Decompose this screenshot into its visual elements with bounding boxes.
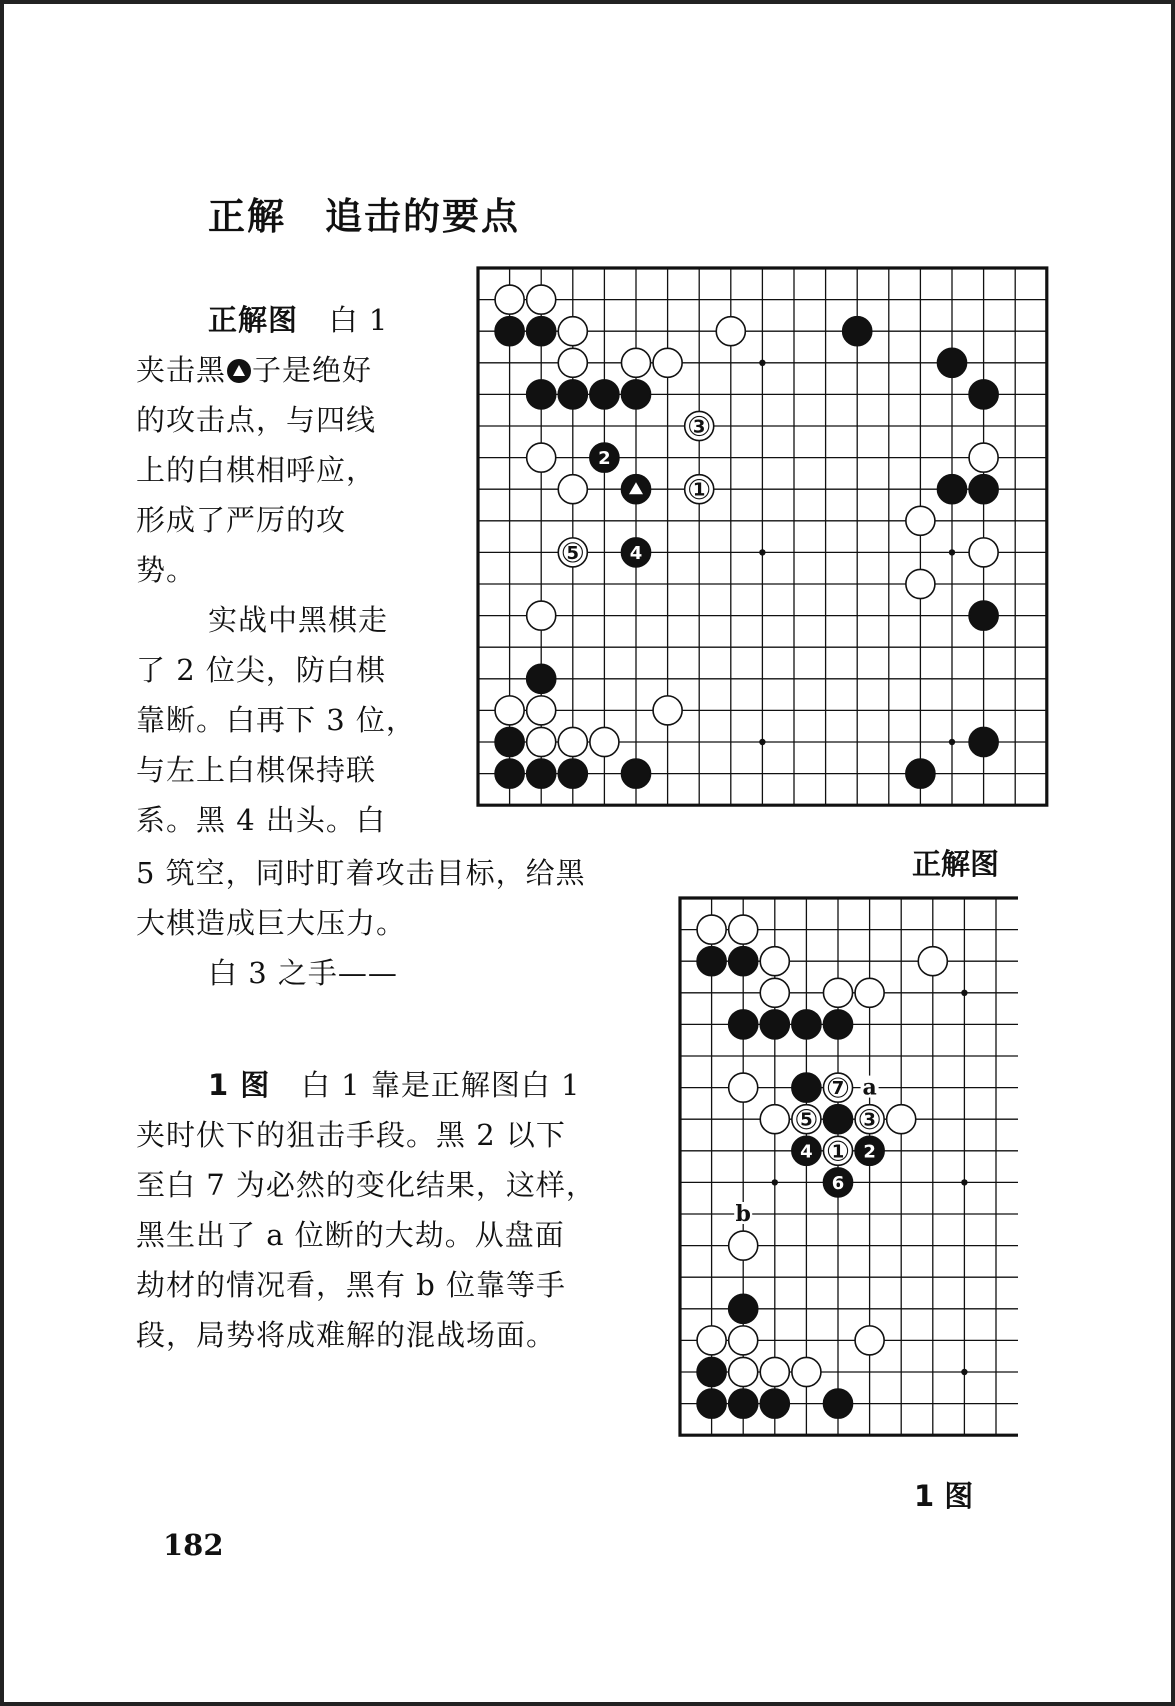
black-stone [558,759,587,788]
white-stone [729,1357,758,1386]
star-point [949,739,955,745]
figure1-line: 白 1 靠是正解图白 1 [300,1068,581,1102]
move-number: 4 [629,542,643,564]
black-stone [969,475,998,504]
solution-line: 系。黑 4 出头。白 [136,803,386,837]
page-edge-bottom [0,1702,1175,1706]
black-stone [792,1010,821,1039]
go-board-figure1 [676,894,1018,1462]
solution-line: 与左上白棋保持联 [136,753,377,787]
white-stone [729,1073,758,1102]
white-stone [969,443,998,472]
white-stone [969,538,998,567]
star-point [949,549,955,555]
black-stone [729,1010,758,1039]
black-stone [558,380,587,409]
black-stone [906,759,935,788]
solution-text-wide [136,848,636,998]
black-stone [823,1389,852,1418]
black-stone [792,1073,821,1102]
white-stone [653,348,682,377]
move-number: 2 [863,1141,876,1163]
white-stone [527,727,556,756]
black-stone [697,1389,726,1418]
figure1-line: 夹时伏下的狙击手段。黑 2 以下 [136,1118,566,1152]
white-stone [590,727,619,756]
black-stone [937,348,966,377]
white-stone [621,348,650,377]
white-stone [906,569,935,598]
white-stone [918,947,947,976]
board-caption-solution: 正解图 [912,847,1000,881]
black-stone [495,317,524,346]
figure1-text-block [136,1060,656,1360]
white-stone [760,1105,789,1134]
black-stone [621,759,650,788]
solution-heading: 正解图 [208,303,299,337]
white-stone [729,1326,758,1355]
white-stone [887,1105,916,1134]
solution-line: 白 1 [328,303,389,337]
white-stone [527,696,556,725]
move-number: 3 [863,1109,876,1131]
solution-line: 上的白棋相呼应， [136,453,377,487]
solution-line: 势。 [136,553,197,587]
board-caption-figure1: 1 图 [914,1479,974,1513]
figure1-heading: 1 图 [208,1068,271,1102]
page-edge-left [0,0,4,1706]
star-point [759,739,765,745]
white-stone [729,1231,758,1260]
solution-line: 实战中黑棋走 [208,603,389,637]
move-number: 5 [800,1109,813,1131]
solution-line: 靠断。白再下 3 位， [136,703,416,737]
figure1-line: 黑生出了 a 位断的大劫。从盘面 [136,1218,565,1252]
black-stone [843,317,872,346]
white-stone [729,915,758,944]
figure1-line: 劫材的情况看，黑有 b 位靠等手 [136,1268,567,1302]
black-stone [697,947,726,976]
page-number: 182 [163,1528,224,1562]
black-stone [527,759,556,788]
black-stone [495,727,524,756]
black-stone [823,1010,852,1039]
white-stone [558,475,587,504]
move-number: 5 [566,542,580,564]
move-number: 6 [831,1172,845,1194]
white-stone [527,443,556,472]
move-number: 7 [831,1078,845,1100]
black-stone [621,380,650,409]
black-stone [590,380,619,409]
white-stone [760,947,789,976]
board-border [680,898,1018,1435]
black-stone [527,664,556,693]
black-stone [729,1294,758,1323]
black-stone [937,475,966,504]
black-stone [729,1389,758,1418]
white-stone [527,285,556,314]
move-number: 2 [598,448,611,470]
solution-line: 形成了严厉的攻 [136,503,347,537]
figure1-line: 至白 7 为必然的变化结果，这样， [136,1168,596,1202]
move-number: 3 [692,416,706,438]
black-stone [969,727,998,756]
white-stone [527,601,556,630]
page-title: 正解 追击的要点 [208,195,520,238]
star-point [961,990,967,996]
solution-text-block [136,295,436,845]
page-edge-right [1171,0,1175,1706]
black-stone [760,1389,789,1418]
white-stone [653,696,682,725]
black-stone [729,947,758,976]
black-stone [969,601,998,630]
black-stone [527,380,556,409]
solution-line: 白 3 之手—— [208,956,398,990]
move-number: 1 [692,479,706,501]
point-label: a [862,1074,877,1101]
point-label: b [735,1201,751,1227]
white-stone [855,1326,884,1355]
solution-line: 的攻击点，与四线 [136,403,377,437]
white-stone [697,915,726,944]
black-stone [823,1105,852,1134]
figure1-line: 段，局势将成难解的混战场面。 [136,1318,557,1352]
white-stone [558,317,587,346]
white-stone [760,1357,789,1386]
black-stone [760,1010,789,1039]
star-point [961,1369,967,1375]
white-stone [697,1326,726,1355]
white-stone [495,285,524,314]
white-stone [716,317,745,346]
move-number: 4 [800,1141,813,1163]
star-point [772,1179,778,1185]
solution-line: 5 筑空，同时盯着攻击目标，给黑 [136,856,586,890]
white-stone [906,506,935,535]
move-number: 1 [831,1141,845,1163]
star-point [759,549,765,555]
white-stone [495,696,524,725]
page-edge-top [0,0,1175,4]
solution-line: 大棋造成巨大压力。 [136,906,407,940]
white-stone [760,978,789,1007]
solution-line: 夹击黑 [136,353,227,387]
white-stone [792,1357,821,1386]
black-stone [969,380,998,409]
black-stone [697,1357,726,1386]
white-stone [823,978,852,1007]
white-stone [855,978,884,1007]
white-stone [558,727,587,756]
solution-line: 子是绝好 [252,353,373,387]
black-stone [527,317,556,346]
go-board-solution [474,264,1054,832]
star-point [961,1179,967,1185]
white-stone [558,348,587,377]
solution-line: 了 2 位尖，防白棋 [136,653,386,687]
black-triangle-stone-icon [227,359,251,383]
star-point [759,360,765,366]
black-stone [495,759,524,788]
